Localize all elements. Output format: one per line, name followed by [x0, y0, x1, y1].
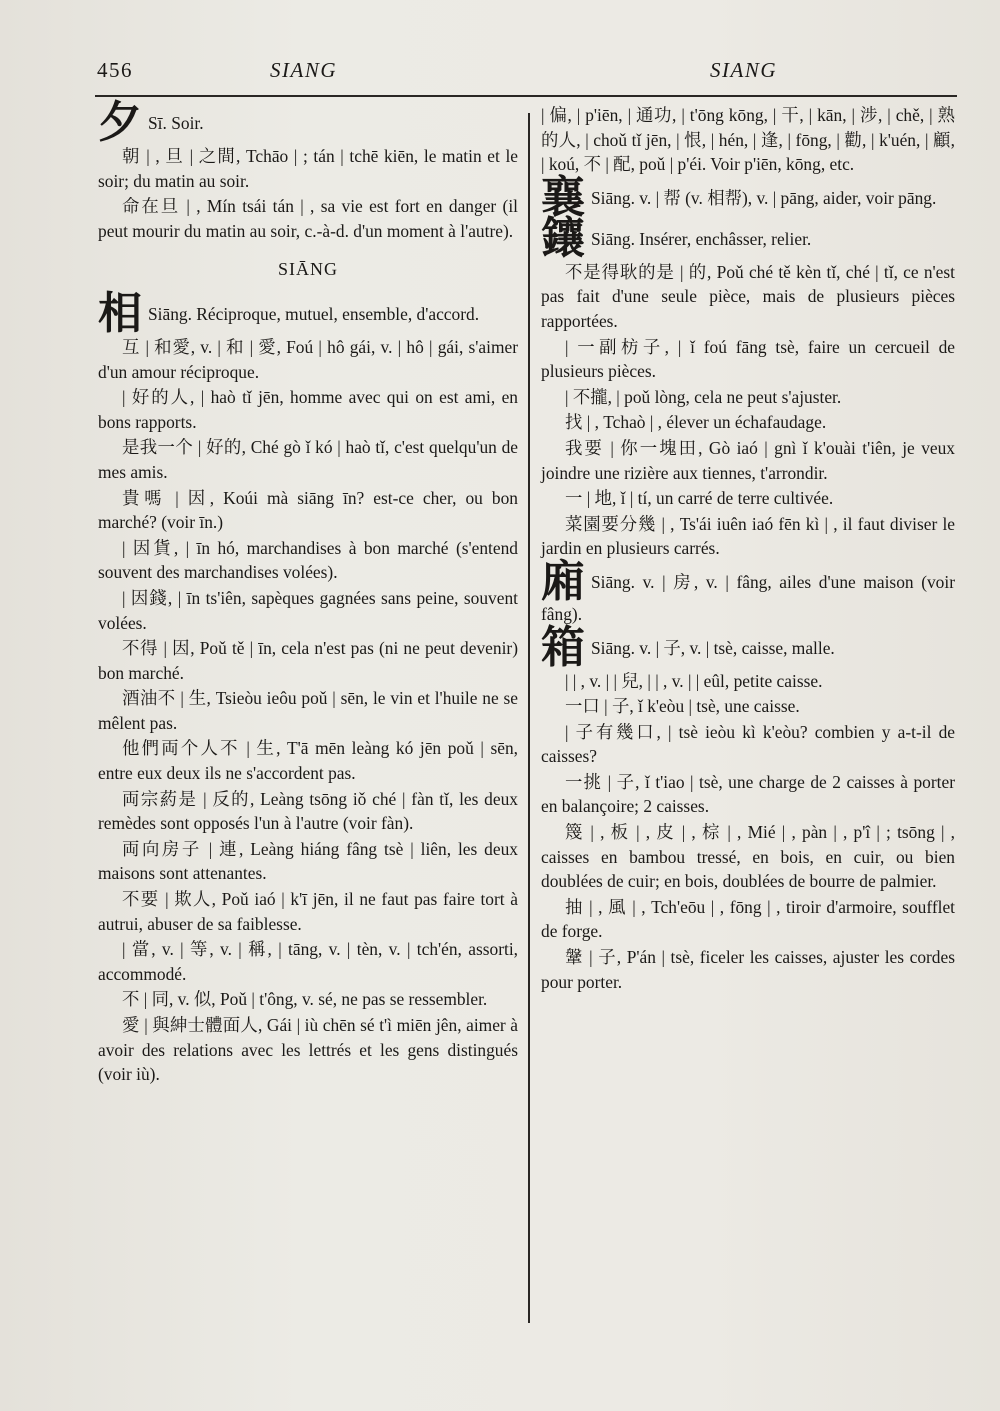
dictionary-entry — [98, 636, 518, 685]
dictionary-entry — [541, 820, 955, 894]
entry-text: | | , v. | | 兒, | | , v. | | eûl, petite caisse. — [565, 670, 823, 691]
dictionary-entry — [541, 436, 955, 485]
entry-text: 鞶 | 子, P'án | tsè, ficeler les caisses, ajuster les cordes pour porter. — [541, 947, 955, 992]
headword-character: 廂 — [541, 555, 585, 607]
dictionary-entry — [541, 486, 955, 511]
right-column — [541, 103, 955, 995]
dictionary-entry — [98, 335, 518, 384]
headword-entry — [98, 97, 518, 148]
dictionary-entry — [98, 887, 518, 936]
dictionary-entry — [541, 103, 955, 177]
entry-text: 抽 | , 風 | , Tch'eōu | , fōng | , tiroir d'armoire, soufflet de forge. — [541, 896, 955, 942]
entry-text: 我要 | 你一塊田, Gò iaó | gnì ǐ k'ouài t'iên, je veux joindre une rizière aux tiennes, t'arrondir. — [541, 437, 955, 483]
entry-text: 不要 | 欺人, Poǔ iaó | k'ī jēn, il ne faut pas faire tort à autrui, abuser de sa faiblesse. — [98, 889, 518, 934]
dictionary-entry — [541, 669, 955, 694]
dictionary-entry — [541, 945, 955, 994]
entry-text: 一口 | 子, ǐ k'eòu | tsè, une caisse. — [565, 696, 800, 717]
dictionary-entry — [541, 410, 955, 435]
entry-text: 貴嗎 | 因, Koúi mà siāng īn? est-ce cher, ou bon marché? (voir īn.) — [98, 487, 518, 533]
headword-entry — [541, 212, 955, 264]
dictionary-entry — [541, 895, 955, 944]
entry-text: 不得 | 因, Poǔ tě | īn, cela n'est pas (ni ne peut devenir) bon marché. — [98, 638, 518, 683]
entry-text: | 因貨, | īn hó, marchandises à bon marché (s'entend souvent des marchandises volées). — [98, 537, 518, 583]
dictionary-entry — [541, 385, 955, 410]
dictionary-entry — [98, 1013, 518, 1087]
entry-text: Siāng. Réciproque, mutuel, ensemble, d'accord. — [148, 303, 480, 324]
entry-text: 両向房子 | 連, Leàng hiáng fâng tsè | liên, les deux maisons sont attenantes. — [98, 838, 518, 884]
entry-text: 酒油不 | 生, Tsieòu ieôu poǔ | sēn, le vin et l'huile ne se mêlent pas. — [98, 688, 518, 733]
dictionary-entry — [98, 194, 518, 243]
dictionary-entry — [98, 837, 518, 886]
entry-text: Sī. Soir. — [148, 113, 204, 133]
entry-text: 不 | 同, v. 似, Poǔ | t'ông, v. sé, ne pas se ressembler. — [122, 989, 488, 1010]
entry-text: 命在旦 | , Mín tsái tán | , sa vie est fort en danger (il peut mourir du matin au soir, c.-à-d. d'un moment à l'autre). — [98, 196, 518, 241]
dictionary-entry — [541, 512, 955, 561]
entry-text: | 子有幾口, | tsè ieòu kì k'eòu? combien y a-t-il de caisses? — [541, 721, 955, 767]
headword-entry — [541, 621, 955, 673]
dictionary-entry — [98, 144, 518, 193]
dictionary-entry — [98, 686, 518, 735]
headword-character: 箱 — [541, 621, 585, 673]
dictionary-entry — [541, 720, 955, 769]
dictionary-entry — [98, 937, 518, 986]
entry-text: 他們両个人不 | 生, T'ā mēn leàng kó jēn poǔ | sēn, entre eux deux ils ne s'accordent pas. — [98, 738, 518, 784]
dictionary-entry — [541, 694, 955, 719]
dictionary-entry — [541, 770, 955, 819]
entry-text: 篾 | , 板 | , 皮 | , 棕 | , Mié | , pàn | , p'î | ; tsōng | , caisses en bambou tressé, en bois, en cuir, ou bien doublées de cuir; en bois, doublées de bourre de palmier. — [541, 822, 955, 892]
running-head-right: SIANG — [710, 58, 777, 82]
entry-list-top — [98, 97, 518, 243]
entry-text: 両宗葯是 | 反的, Leàng tsōng iǒ ché | fàn tǐ, les deux remèdes sont opposés l'un à l'autre (voir fàn). — [98, 788, 518, 834]
headword-entry — [541, 555, 955, 627]
dictionary-entry — [541, 335, 955, 384]
page-number: 456 — [97, 58, 133, 82]
dictionary-entry — [98, 736, 518, 785]
left-column — [98, 97, 518, 1088]
entry-text: 一挑 | 子, ǐ t'iao | tsè, une charge de 2 caisses à porter en balançoire; 2 caisses. — [541, 771, 955, 817]
headword-character: 夕 — [98, 97, 142, 148]
entry-text: 是我一个 | 好的, Ché gò ǐ kó | haò tǐ, c'est quelqu'un de mes amis. — [98, 437, 518, 482]
entry-text: 找 | , Tchaò | , élever un échafaudage. — [565, 412, 827, 433]
headword-character: 襄 — [541, 171, 585, 223]
entry-text: | 當, v. | 等, v. | 稱, | tāng, v. | tèn, v. | tch'én, assorti, accommodé. — [98, 939, 518, 984]
dictionary-entry — [98, 586, 518, 635]
entry-text: Siāng. Insérer, enchâsser, relier. — [591, 228, 812, 249]
entry-list — [98, 287, 518, 1087]
entry-text: 朝 | , 旦 | 之間, Tchāo | ; tán | tchē kiēn, le matin et le soir; du matin au soir. — [98, 146, 518, 191]
headword-character: 鑲 — [541, 212, 585, 264]
page-header — [95, 58, 895, 90]
dictionary-entry — [541, 260, 955, 334]
entry-text: | 好的人, | haò tǐ jēn, homme avec qui on est ami, en bons rapports. — [98, 387, 518, 432]
entry-text: | 不攏, | poǔ lòng, cela ne peut s'ajuster. — [565, 386, 842, 407]
entry-text: | 一副枋子, | ǐ foú fāng tsè, faire un cercueil de plusieurs pièces. — [541, 336, 955, 382]
entry-text: Siāng. v. | 房, v. | fâng, ailes d'une maison (voir fâng). — [541, 571, 955, 624]
entry-text: | 因錢, | īn ts'iên, sapèques gagnées sans peine, souvent volées. — [98, 587, 518, 633]
section-heading: SIĀNG — [277, 259, 338, 280]
entry-list — [541, 103, 955, 994]
headword-entry — [541, 171, 955, 223]
entry-text: | 偏, | p'iēn, | 通功, | t'ōng kōng, | 干, | kān, | 涉, | chě, | 熟的人, | choǔ tǐ jēn, | 恨, | hén, | 逢, | fōng, | 勸, | k'uén, | 顧, | koú, 不 | 配, poǔ | p'éi. Voir p'iēn, kōng, etc. — [541, 105, 955, 175]
headword-character: 相 — [98, 287, 142, 339]
dictionary-entry — [98, 536, 518, 585]
running-head-left: SIANG — [270, 58, 337, 82]
entry-text: 不是得耿的是 | 的, Poǔ ché tě kèn tǐ, ché | tǐ, ce n'est pas fait d'une seule pièce, mais de plusieurs pièces rapportées. — [541, 261, 955, 331]
headword-entry — [98, 287, 518, 339]
dictionary-entry — [98, 486, 518, 535]
column-divider — [528, 113, 530, 1323]
entry-text: 一 | 地, ǐ | tí, un carré de terre cultivée. — [565, 488, 834, 509]
entry-text: 互 | 和愛, v. | 和 | 愛, Foú | hô gái, v. | hô | gái, s'aimer d'un amour réciproque. — [98, 336, 518, 382]
dictionary-entry — [98, 987, 518, 1012]
entry-text: Siāng. v. | 子, v. | tsè, caisse, malle. — [591, 637, 835, 658]
entry-text: Siāng. v. | 帮 (v. 相帮), v. | pāng, aider, voir pāng. — [591, 187, 937, 208]
header-rule — [95, 95, 957, 97]
dictionary-entry — [98, 435, 518, 484]
entry-text: 愛 | 與紳士體面人, Gái | iù chēn sé t'ì miēn jên, aimer à avoir des relations avec les lettrés et les gens distingués (voir iù). — [98, 1015, 518, 1085]
entry-text: 菜園要分幾 | , Ts'ái iuên iaó fēn kì | , il faut diviser le jardin en plusieurs carrés. — [541, 513, 955, 559]
dictionary-entry — [98, 787, 518, 836]
dictionary-entry — [98, 385, 518, 434]
